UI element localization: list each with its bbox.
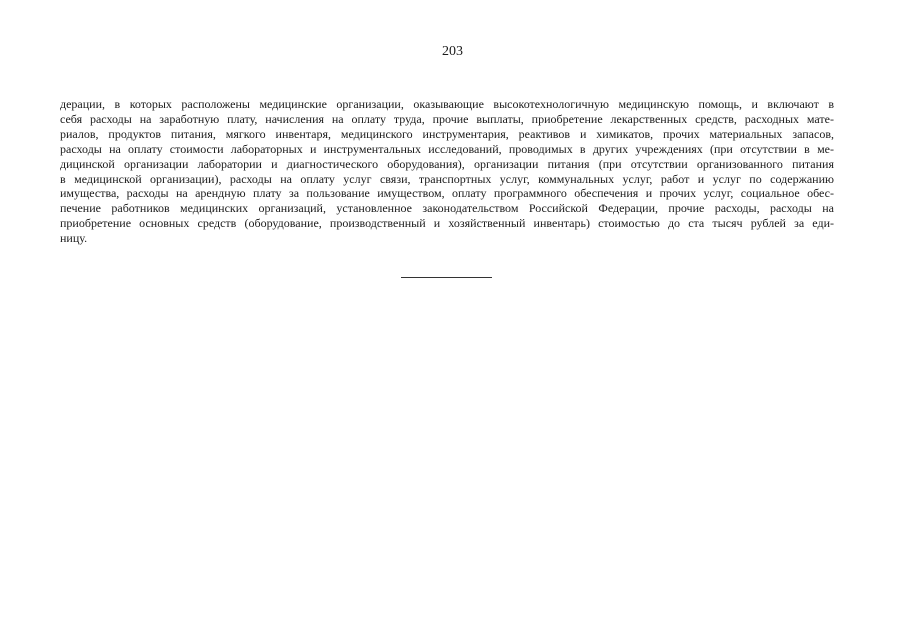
paragraph-line: ницу. — [60, 231, 88, 246]
paragraph-line: расходы на оплату стоимости лабораторных и инструментальных исследований, проводимых в других учреждениях (при отсутствии в ме- — [60, 141, 834, 156]
paragraph-line: печение работников медицинских организаций, установленное законодательством Российской Федерации, прочие расходы, расходы на — [60, 201, 834, 216]
paragraph-line: имущества, расходы на арендную плату за пользование имуществом, оплату программного обеспечения и прочих услуг, социальное обес- — [60, 186, 834, 201]
body-paragraph — [60, 97, 834, 246]
paragraph-line: в медицинской организации), расходы на оплату услуг связи, транспортных услуг, коммунальных услуг, работ и услуг по содержанию — [60, 171, 834, 186]
page-number: 203 — [442, 44, 463, 59]
paragraph-line: дицинской организации лаборатории и диагностического оборудования), организации питания (при отсутствии организованного питания — [60, 156, 834, 171]
paragraph-line: себя расходы на заработную плату, начисления на оплату труда, прочие выплаты, приобретение лекарственных средств, расходных мате- — [60, 111, 834, 126]
paragraph-line: риалов, продуктов питания, мягкого инвентаря, медицинского инструментария, реактивов и химикатов, прочих материальных запасов, — [60, 126, 834, 141]
end-separator-line — [401, 277, 492, 278]
paragraph-line: дерации, в которых расположены медицинские организации, оказывающие высокотехнологичную медицинскую помощь, и включают в — [60, 97, 834, 111]
paragraph-line: приобретение основных средств (оборудование, производственный и хозяйственный инвентарь) стоимостью до ста тысяч рублей за еди- — [60, 216, 834, 231]
